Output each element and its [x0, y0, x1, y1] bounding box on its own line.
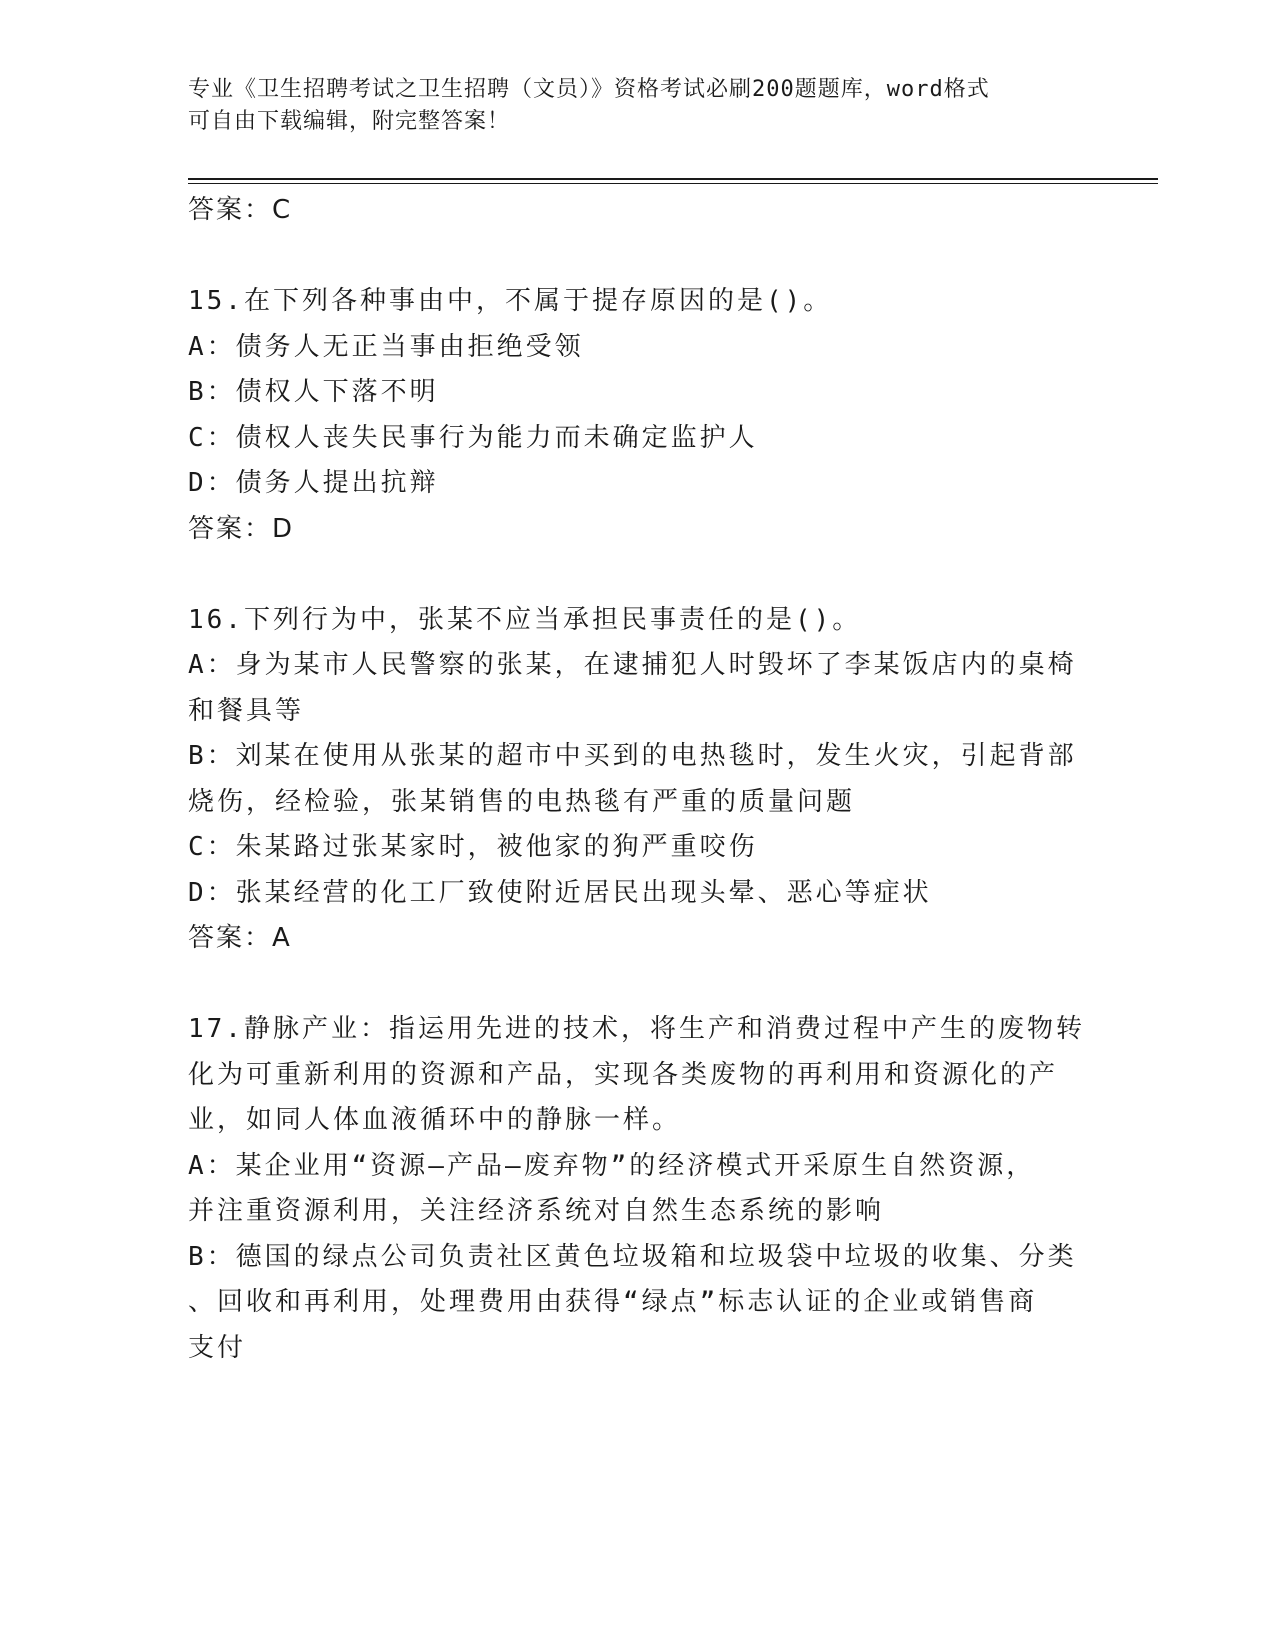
option-a: A：身为某市人民警察的张某，在逮捕犯人时毁坏了李某饭店内的桌椅	[188, 650, 1077, 680]
page-header	[188, 74, 1068, 138]
answer-line	[188, 916, 1088, 962]
spacer	[188, 962, 1088, 1008]
question-stem-cont: 化为可重新利用的资源和产品，实现各类废物的再利用和资源化的产	[188, 1059, 1059, 1090]
option-c: C：朱某路过张某家时，被他家的狗严重咬伤	[188, 832, 758, 862]
answer-value: A	[272, 923, 291, 953]
option-b: B：刘某在使用从张某的超市中买到的电热毯时，发生火灾，引起背部	[188, 741, 1077, 771]
question-stem: 15.在下列各种事由中，不属于提存原因的是()。	[188, 286, 833, 316]
question-16	[188, 598, 1088, 962]
question-stem: 17.静脉产业：指运用先进的技术，将生产和消费过程中产生的废物转	[188, 1014, 1085, 1044]
answer-value: D	[272, 513, 294, 544]
option-d: D：张某经营的化工厂致使附近居民出现头晕、恶心等症状	[188, 877, 932, 908]
header-line-2: 可自由下载编辑，附完整答案！	[188, 109, 511, 134]
option-a-cont: 并注重资源利用，关注经济系统对自然生态系统的影响	[188, 1196, 885, 1226]
answer-line	[188, 507, 1088, 553]
option-a-cont: 和餐具等	[188, 695, 305, 726]
answer-label: 答案：	[188, 513, 273, 544]
option-b-cont: 支付	[188, 1332, 247, 1363]
question-17	[188, 1007, 1088, 1371]
question-stem: 16.下列行为中，张某不应当承担民事责任的是()。	[188, 604, 862, 635]
answer-label: 答案：	[188, 923, 273, 953]
spacer	[188, 234, 1088, 280]
question-stem-cont: 业，如同人体血液循环中的静脉一样。	[188, 1105, 682, 1135]
option-c: C：债权人丧失民事行为能力而未确定监护人	[188, 422, 758, 453]
header-line-1: 专业《卫生招聘考试之卫生招聘（文员）》资格考试必刷200题题库，word格式	[188, 77, 990, 102]
question-content	[188, 188, 1088, 1371]
option-b-cont: 烧伤，经检验，张某销售的电热毯有严重的质量问题	[188, 786, 856, 817]
option-d: D：债务人提出抗辩	[188, 468, 439, 498]
option-a: A：某企业用“资源—产品—废弃物”的经济模式开采原生自然资源，	[188, 1150, 1036, 1181]
option-a: A：债务人无正当事由拒绝受领	[188, 331, 584, 362]
answer-label: 答案：	[188, 195, 273, 225]
header-rule-thick	[188, 178, 1158, 180]
answer-line	[188, 188, 1088, 234]
question-15	[188, 279, 1088, 552]
option-b: B：德国的绿点公司负责社区黄色垃圾箱和垃圾袋中垃圾的收集、分类	[188, 1241, 1077, 1272]
header-rule-thin	[188, 183, 1158, 184]
option-b: B：债权人下落不明	[188, 377, 439, 407]
spacer	[188, 552, 1088, 598]
answer-value: C	[272, 195, 292, 225]
option-b-cont: 、回收和再利用，处理费用由获得“绿点”标志认证的企业或销售商	[188, 1287, 1038, 1317]
